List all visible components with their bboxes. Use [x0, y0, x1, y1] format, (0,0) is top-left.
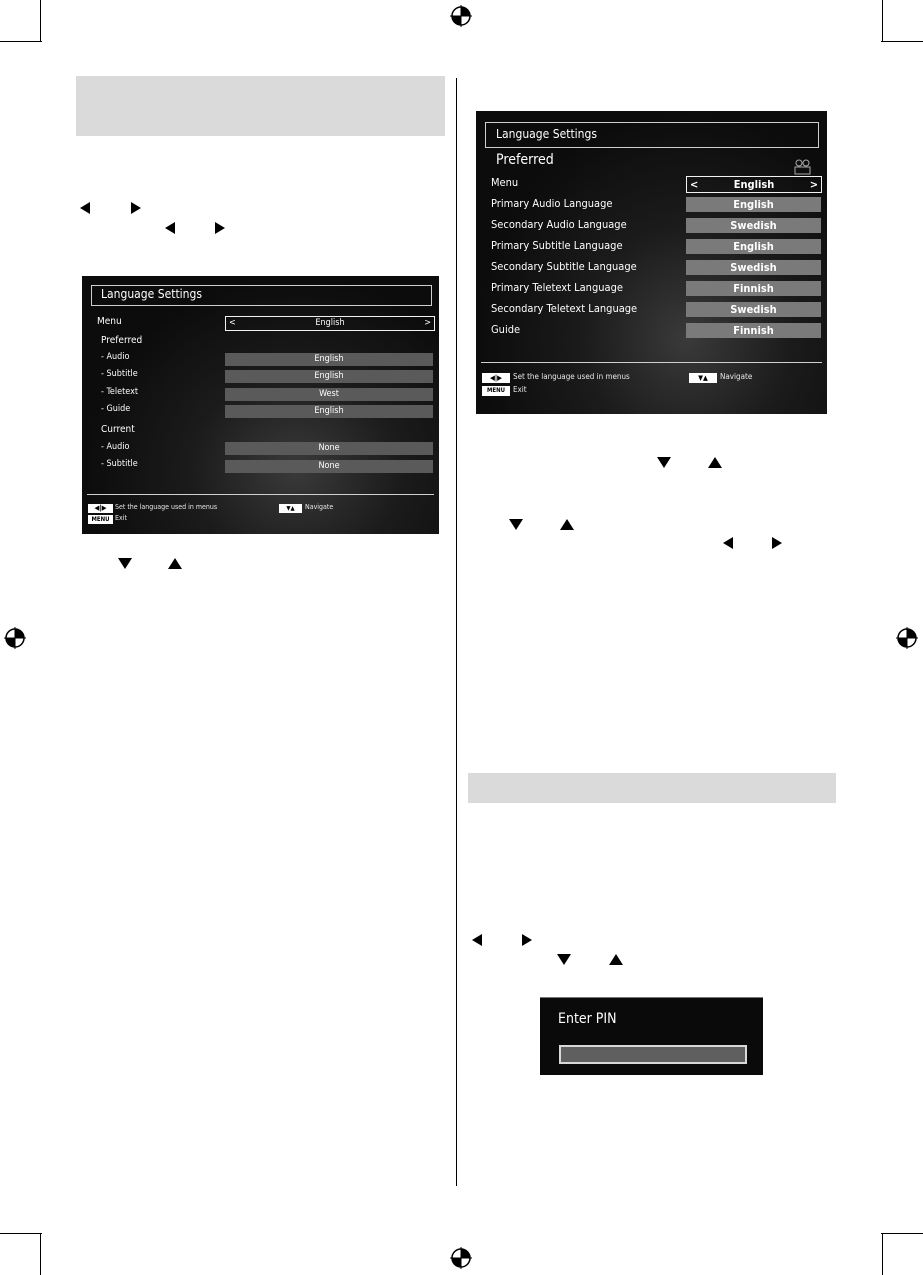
camera-icon — [794, 159, 816, 175]
left-right-key-icon: ◀|▶ — [482, 373, 510, 383]
pin-input-field[interactable] — [559, 1045, 747, 1064]
secondary-subtitle-label: Secondary Subtitle Language — [491, 260, 637, 273]
preferred-label: Preferred — [101, 335, 143, 346]
menu-language-value: English — [315, 318, 345, 328]
primary-teletext-value[interactable]: Finnish — [686, 281, 821, 296]
primary-teletext-label: Primary Teletext Language — [491, 281, 623, 294]
registration-mark-icon — [450, 5, 472, 27]
up-arrow-icon — [560, 519, 574, 530]
menu-language-selector[interactable] — [225, 316, 435, 331]
cur-subtitle-label: - Subtitle — [101, 459, 138, 469]
language-settings-screen-left — [82, 276, 439, 534]
crop-mark — [40, 0, 41, 42]
up-arrow-icon — [168, 558, 182, 569]
up-arrow-icon — [708, 457, 722, 468]
chevron-left-icon[interactable]: < — [229, 318, 236, 328]
menu-label: Menu — [97, 316, 122, 327]
right-arrow-icon — [772, 537, 782, 549]
menu-key-icon: MENU — [88, 515, 113, 524]
hint-divider — [481, 362, 822, 363]
primary-audio-label: Primary Audio Language — [491, 197, 613, 210]
cur-audio-label: - Audio — [101, 442, 130, 452]
menu-label: Menu — [491, 176, 519, 189]
enter-pin-dialog — [540, 997, 763, 1075]
menu-key-icon: MENU — [482, 386, 510, 396]
pref-subtitle-value[interactable]: English — [225, 370, 433, 383]
cur-subtitle-value[interactable]: None — [225, 460, 433, 473]
language-settings-screen-right — [476, 111, 827, 414]
hint-set-language: Set the language used in menus — [513, 372, 630, 381]
screen-title-box — [485, 122, 819, 148]
screen-title-box — [91, 285, 432, 306]
crop-mark — [882, 0, 883, 42]
left-arrow-icon — [472, 934, 482, 946]
section-header-bar — [76, 76, 445, 136]
up-arrow-icon — [609, 954, 623, 965]
hint-set-language: Set the language used in menus — [115, 503, 218, 511]
secondary-teletext-value[interactable]: Swedish — [686, 302, 821, 317]
registration-mark-icon — [896, 627, 918, 649]
chevron-left-icon[interactable]: < — [690, 178, 699, 191]
enter-pin-title: Enter PIN — [558, 1011, 617, 1027]
registration-mark-icon — [450, 1247, 472, 1269]
pref-audio-label: - Audio — [101, 352, 130, 362]
chevron-right-icon[interactable]: > — [424, 318, 431, 328]
screen-title: Language Settings — [496, 127, 597, 141]
pref-audio-value[interactable]: English — [225, 353, 433, 366]
screen-title: Language Settings — [101, 287, 202, 301]
pref-teletext-label: - Teletext — [101, 387, 139, 397]
crop-mark — [881, 41, 923, 42]
crop-mark — [0, 41, 42, 42]
secondary-audio-value[interactable]: Swedish — [686, 218, 821, 233]
hint-divider — [87, 494, 434, 495]
menu-language-selector[interactable] — [686, 176, 822, 193]
left-arrow-icon — [723, 537, 733, 549]
guide-value[interactable]: Finnish — [686, 323, 821, 338]
right-arrow-icon — [215, 222, 225, 234]
current-label: Current — [101, 424, 135, 435]
primary-audio-value[interactable]: English — [686, 197, 821, 212]
secondary-subtitle-value[interactable]: Swedish — [686, 260, 821, 275]
down-up-key-icon: ▼▲ — [279, 504, 302, 513]
cur-audio-value[interactable]: None — [225, 442, 433, 455]
right-arrow-icon — [522, 934, 532, 946]
guide-label: Guide — [491, 323, 521, 336]
hint-navigate: Navigate — [720, 372, 753, 381]
left-right-key-icon: ◀|▶ — [88, 504, 113, 513]
pref-guide-value[interactable]: English — [225, 405, 433, 418]
secondary-teletext-label: Secondary Teletext Language — [491, 302, 638, 315]
left-arrow-icon — [80, 202, 90, 214]
registration-mark-icon — [4, 627, 26, 649]
down-arrow-icon — [557, 954, 571, 965]
menu-language-value: English — [733, 178, 775, 191]
down-arrow-icon — [657, 457, 671, 468]
primary-subtitle-label: Primary Subtitle Language — [491, 239, 623, 252]
crop-mark — [0, 1233, 42, 1234]
down-up-key-icon: ▼▲ — [689, 373, 717, 383]
primary-subtitle-value[interactable]: English — [686, 239, 821, 254]
hint-exit: Exit — [115, 514, 127, 522]
crop-mark — [40, 1233, 41, 1275]
right-arrow-icon — [131, 202, 141, 214]
down-arrow-icon — [118, 558, 132, 569]
secondary-audio-label: Secondary Audio Language — [491, 218, 627, 231]
pref-guide-label: - Guide — [101, 404, 131, 414]
section-header-bar — [468, 773, 836, 803]
column-divider — [456, 78, 457, 1186]
down-arrow-icon — [509, 519, 523, 530]
preferred-label: Preferred — [496, 152, 554, 168]
crop-mark — [881, 1233, 923, 1234]
pref-subtitle-label: - Subtitle — [101, 369, 138, 379]
pref-teletext-value[interactable]: West — [225, 388, 433, 401]
chevron-right-icon[interactable]: > — [809, 178, 818, 191]
hint-navigate: Navigate — [305, 503, 334, 511]
crop-mark — [882, 1233, 883, 1275]
hint-exit: Exit — [513, 385, 527, 394]
left-arrow-icon — [165, 222, 175, 234]
